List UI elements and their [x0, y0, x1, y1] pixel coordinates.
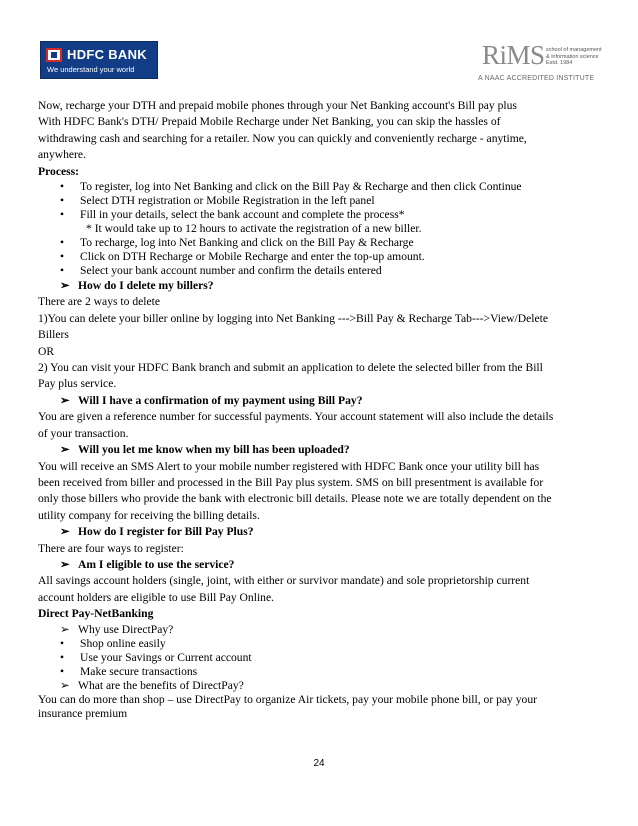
intro-line: withdrawing cash and searching for a retailer. Now you can quickly and conveniently recharge - anytime,: [38, 131, 527, 145]
rims-logo-name: RiMS: [482, 40, 545, 70]
faq-answer-line: There are four ways to register:: [38, 541, 184, 555]
bullet-icon: •: [60, 250, 65, 264]
faq-question: ➢ How do I register for Bill Pay Plus?: [38, 524, 600, 540]
hdfc-bank-logo: [40, 41, 158, 79]
faq-answer-line: 1)You can delete your biller online by logging into Net Banking --->Bill Pay & Recharge Tab--->View/Delete: [38, 311, 548, 325]
arrow-bullet-icon: ➢: [60, 443, 70, 457]
intro-line: Now, recharge your DTH and prepaid mobile phones through your Net Banking account's Bill pay plus: [38, 99, 517, 112]
arrow-bullet-icon: ➢: [60, 279, 70, 293]
intro-line: With HDFC Bank's DTH/ Prepaid Mobile Recharge under Net Banking, you can skip the hassles of: [38, 115, 501, 129]
arrow-bullet-icon: ➢: [60, 393, 70, 407]
directpay-benefit-line: insurance premium: [38, 706, 128, 720]
faq-answer-line: All savings account holders (single, joint, with either or survivor mandate) and sole proprietorship current: [38, 574, 530, 588]
faq-answer-line: only those billers who provide the bank with electronic bill details. Please note we are totally dependent on the: [38, 492, 552, 506]
bullet-icon: •: [60, 236, 65, 250]
faq-answer-line: 2) You can visit your HDFC Bank branch and submit an application to delete the selected biller from the Bill: [38, 361, 543, 375]
list-item: • Click on DTH Recharge or Mobile Recharge and enter the top-up amount.: [60, 250, 425, 264]
list-item: • Fill in your details, select the bank account and complete the process*: [60, 208, 405, 222]
bullet-icon: •: [60, 180, 65, 194]
arrow-bullet-icon: ➢: [60, 622, 70, 636]
list-item: • Select your bank account number and confirm the details entered: [60, 264, 382, 278]
process-note: * It would take up to 12 hours to activate the registration of a new biller.: [86, 222, 422, 236]
arrow-bullet-icon: ➢: [60, 525, 70, 539]
process-heading: Process:: [38, 164, 79, 178]
faq-answer-line: utility company for receiving the billing details.: [38, 508, 260, 522]
faq-answer-line: Billers: [38, 328, 69, 342]
faq-question: ➢ Will I have a confirmation of my payment using Bill Pay?: [38, 393, 600, 409]
list-item: • Make secure transactions: [60, 664, 198, 678]
faq-answer-line: There are 2 ways to delete: [38, 295, 160, 309]
hdfc-logo-name: HDFC BANK: [67, 47, 147, 62]
bullet-icon: •: [60, 194, 65, 208]
intro-line: anywhere.: [38, 148, 86, 162]
arrow-bullet-icon: ➢: [60, 557, 70, 571]
rims-logo-school: school of management & information science Estd. 1984: [546, 47, 602, 66]
faq-question: ➢ Am I eligible to use the service?: [38, 557, 600, 573]
bullet-icon: •: [60, 264, 65, 278]
directpay-question: ➢ Why use DirectPay?: [60, 622, 174, 636]
faq-answer-line: Pay plus service.: [38, 377, 117, 391]
bullet-icon: •: [60, 636, 65, 650]
document-body: [38, 98, 600, 721]
bullet-icon: •: [60, 650, 65, 664]
faq-answer-line: OR: [38, 344, 55, 358]
hdfc-logo-tagline: We understand your world: [47, 65, 135, 74]
faq-answer-line: of your transaction.: [38, 426, 129, 440]
list-item: • To recharge, log into Net Banking and click on the Bill Pay & Recharge: [60, 236, 414, 250]
faq-answer-line: You are given a reference number for successful payments. Your account statement will also include the details: [38, 410, 554, 424]
bullet-icon: •: [60, 664, 65, 678]
rims-logo-accreditation: A NAAC ACCREDITED INSTITUTE: [478, 75, 595, 82]
page-number: 24: [313, 758, 325, 769]
directpay-question: ➢ What are the benefits of DirectPay?: [60, 678, 244, 692]
list-item: • To register, log into Net Banking and click on the Bill Pay & Recharge and then click Continue: [60, 180, 522, 194]
rims-logo: [476, 40, 606, 90]
faq-answer-line: been received from biller and processed in the Bill Pay plus system. SMS on bill presentment is available for: [38, 475, 544, 489]
list-item: • Select DTH registration or Mobile Registration in the left panel: [60, 194, 375, 208]
directpay-benefit-line: You can do more than shop – use DirectPay to organize Air tickets, pay your mobile phone bill, or pay your: [38, 692, 537, 706]
faq-answer-line: account holders are eligible to use Bill Pay Online.: [38, 590, 275, 604]
list-item: • Use your Savings or Current account: [60, 650, 252, 664]
directpay-heading: Direct Pay-NetBanking: [38, 607, 154, 621]
faq-question: ➢ How do I delete my billers?: [38, 278, 600, 294]
list-item: • Shop online easily: [60, 636, 166, 650]
faq-answer-line: You will receive an SMS Alert to your mobile number registered with HDFC Bank once your utility bill has: [38, 459, 540, 473]
arrow-bullet-icon: ➢: [60, 678, 70, 692]
faq-question: ➢ Will you let me know when my bill has been uploaded?: [38, 442, 600, 458]
bullet-icon: •: [60, 208, 65, 222]
hdfc-logo-mark-icon: [46, 48, 62, 62]
